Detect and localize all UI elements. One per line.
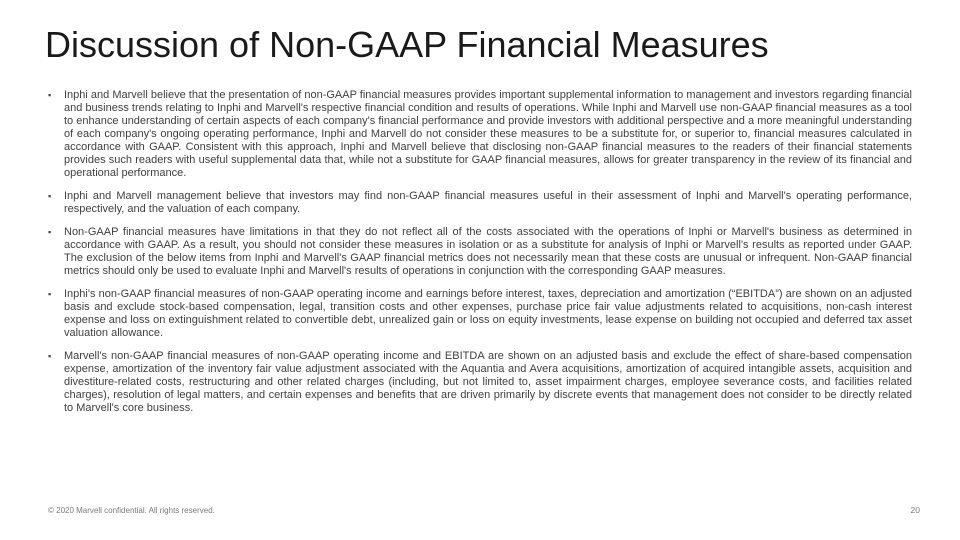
bullet-square-icon: ▪ xyxy=(48,191,52,201)
bullet-item xyxy=(48,226,912,278)
bullet-item xyxy=(48,350,912,415)
bullet-text: Marvell's non-GAAP financial measures of non-GAAP operating income and EBITDA are shown on an adjusted basis and exclude the effect of share-based compensation expense, amortization of the inventory fair value adjustment associated with the Aquantia and Avera acquisitions, amortization of acquired intangible assets, acquisition and divestiture-related costs, restructuring and other related charges (including, but not limited to, asset impairment charges, employee severance costs, and facilities related charges), resolution of legal matters, and certain expenses and benefits that are driven primarily by discrete events that management does not consider to be directly related to Marvell's core business. xyxy=(64,350,912,414)
bullet-list xyxy=(48,89,912,425)
bullet-item xyxy=(48,190,912,216)
bullet-text: Non-GAAP financial measures have limitations in that they do not reflect all of the costs associated with the operations of Inphi or Marvell's business as determined in accordance with GAAP. As a result, you should not consider these measures in isolation or as a substitute for analysis of Inphi or Marvell's results as reported under GAAP. The exclusion of the below items from Inphi and Marvell's GAAP financial metrics does not necessarily mean that these costs are unusual or infrequent. Non-GAAP financial metrics should only be used to evaluate Inphi and Marvell's results of operations in conjunction with the corresponding GAAP measures. xyxy=(64,226,912,277)
copyright-text: © 2020 Marvell confidential. All rights reserved. xyxy=(48,506,215,515)
bullet-square-icon: ▪ xyxy=(48,90,52,100)
bullet-square-icon: ▪ xyxy=(48,227,52,237)
bullet-square-icon: ▪ xyxy=(48,289,52,299)
slide-title: Discussion of Non-GAAP Financial Measures xyxy=(45,24,769,65)
bullet-item xyxy=(48,288,912,340)
bullet-item xyxy=(48,89,912,180)
bullet-text: Inphi and Marvell management believe that investors may find non-GAAP financial measures useful in their assessment of Inphi and Marvell's operating performance, respectively, and the valuation of each company. xyxy=(64,190,912,215)
slide-footer xyxy=(48,505,920,515)
bullet-text: Inphi's non-GAAP financial measures of non-GAAP operating income and earnings before interest, taxes, depreciation and amortization (“EBITDA”) are shown on an adjusted basis and exclude stock-based compensation, legal, transition costs and other expenses, purchase price fair value adjustments related to acquisitions, non-cash interest expense and loss on extinguishment related to convertible debt, unrealized gain or loss on equity investments, lease expense on building not occupied and deferred tax asset valuation allowance. xyxy=(64,288,912,339)
bullet-square-icon: ▪ xyxy=(48,351,52,361)
page-number: 20 xyxy=(910,505,920,515)
bullet-text: Inphi and Marvell believe that the presentation of non-GAAP financial measures provides important supplemental information to management and investors regarding financial and business trends relating to Inphi and Marvell's respective financial condition and results of operations. While Inphi and Marvell use non-GAAP financial measures as a tool to enhance understanding of certain aspects of each company's financial performance and provide investors with additional perspective and a more meaningful understanding of each company's ongoing operating performance, Inphi and Marvell do not consider these measures to be a substitute for, or superior to, financial measures calculated in accordance with GAAP. Consistent with this approach, Inphi and Marvell believe that disclosing non-GAAP financial measures to the readers of their financial statements provides such readers with useful supplemental data that, while not a substitute for GAAP financial measures, allows for greater transparency in the review of its financial and operational performance. xyxy=(64,89,912,179)
